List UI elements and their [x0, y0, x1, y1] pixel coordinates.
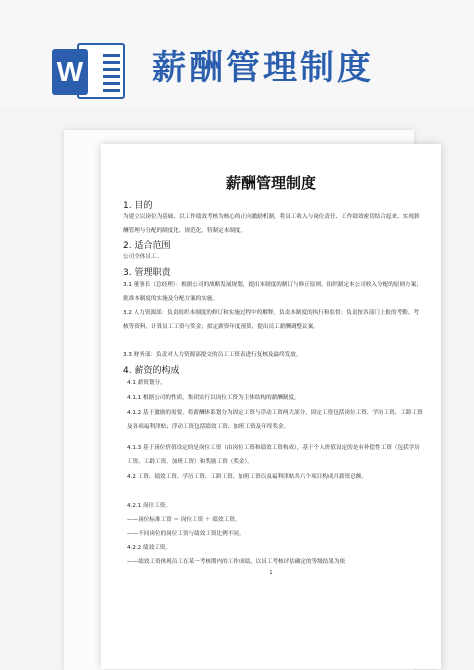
document-title: 薪酬管理制度	[225, 174, 316, 192]
banner-title: 薪酬管理制度	[152, 48, 374, 88]
section-1-text: 为建立以岗位为基础、以工作绩效考核为核心的正向激励机制，将员工收入与岗位责任、工作绩效密切结合起来，实现薪酬管理与分配的制度化、规范化，特制定本制度。	[123, 214, 420, 234]
salary-line-3: ——绩效工资体现员工在某一考核期内的工作成绩，以员工考核评估确定的等级结果为依	[127, 559, 346, 565]
word-letter-badge: W	[52, 49, 88, 95]
section-4-1-3-text: 4.1.3 基于岗位价值设定的是岗位工资（由岗位工资和绩效工资构成），基于个人价值设定的是有补偿性工资（包括学历工资、工龄工资、加班工资）和奖励工资（奖金）。	[127, 445, 420, 465]
section-3-1-text: 3.1 董事长（总经理）：根据公司的战略发展规划，提出本制度的制订与修正原则，组织制定本公司收入分配的原则方案；批准本制度的实施及分配方案的实施。	[123, 282, 422, 302]
section-4-2-1-text: 4.2.1 岗位工资。	[127, 503, 171, 509]
section-4-1-1-text: 4.1.1 根据公司的性质，集团实行以岗位工资为主体结构的薪酬制度。	[127, 395, 300, 401]
page-number: 1	[269, 570, 273, 576]
section-1-heading: 1. 目的	[123, 201, 153, 211]
section-2-heading: 2. 适合范围	[123, 241, 171, 251]
word-document-icon	[52, 41, 128, 101]
section-4-1-text: 4.1 薪资划分。	[127, 380, 166, 386]
section-4-1-2-text: 4.1.2 基于激励的需要，将薪酬体系划分为固定工资与浮动工资两大部分。固定工资包括岗位工资、学历工资、工龄工资及各项福利津贴；浮动工资包括绩效工资、加班工资及年终奖金。	[127, 410, 423, 430]
section-4-2-text: 4.2 工资、绩效工资、学历工资、工龄工资、加班工资以及福利津贴共六个项目构成月薪资总额。	[127, 474, 368, 480]
section-4-2-2-text: 4.2.2 绩效工资。	[127, 545, 171, 551]
header-banner	[0, 0, 474, 108]
section-3-heading: 3. 管理职责	[123, 268, 171, 278]
section-2-text: 公司全体员工。	[123, 254, 163, 260]
section-4-heading: 4. 薪资的构成	[123, 366, 180, 376]
salary-line-2: ——不同岗位的岗位工资与绩效工资比例不同。	[127, 531, 245, 537]
section-3-3-text: 3.3 财务部：负责对人力资源部提交的员工工资表进行复核及最终发放。	[123, 352, 302, 358]
salary-line-1: ——岗位标准工资 ＝ 岗位工资 ＋ 绩效工资。	[127, 517, 241, 523]
document-page	[101, 144, 441, 669]
section-3-2-text: 3.2 人力资源部：负责组织本制度的修订和实施过程中的解释。负责本制度的执行和监督；负责按各部门上报的考勤、考核等资料，计算员工工资与奖金；拟定薪资年度预算，提出员工薪酬调整议案。	[123, 310, 419, 330]
